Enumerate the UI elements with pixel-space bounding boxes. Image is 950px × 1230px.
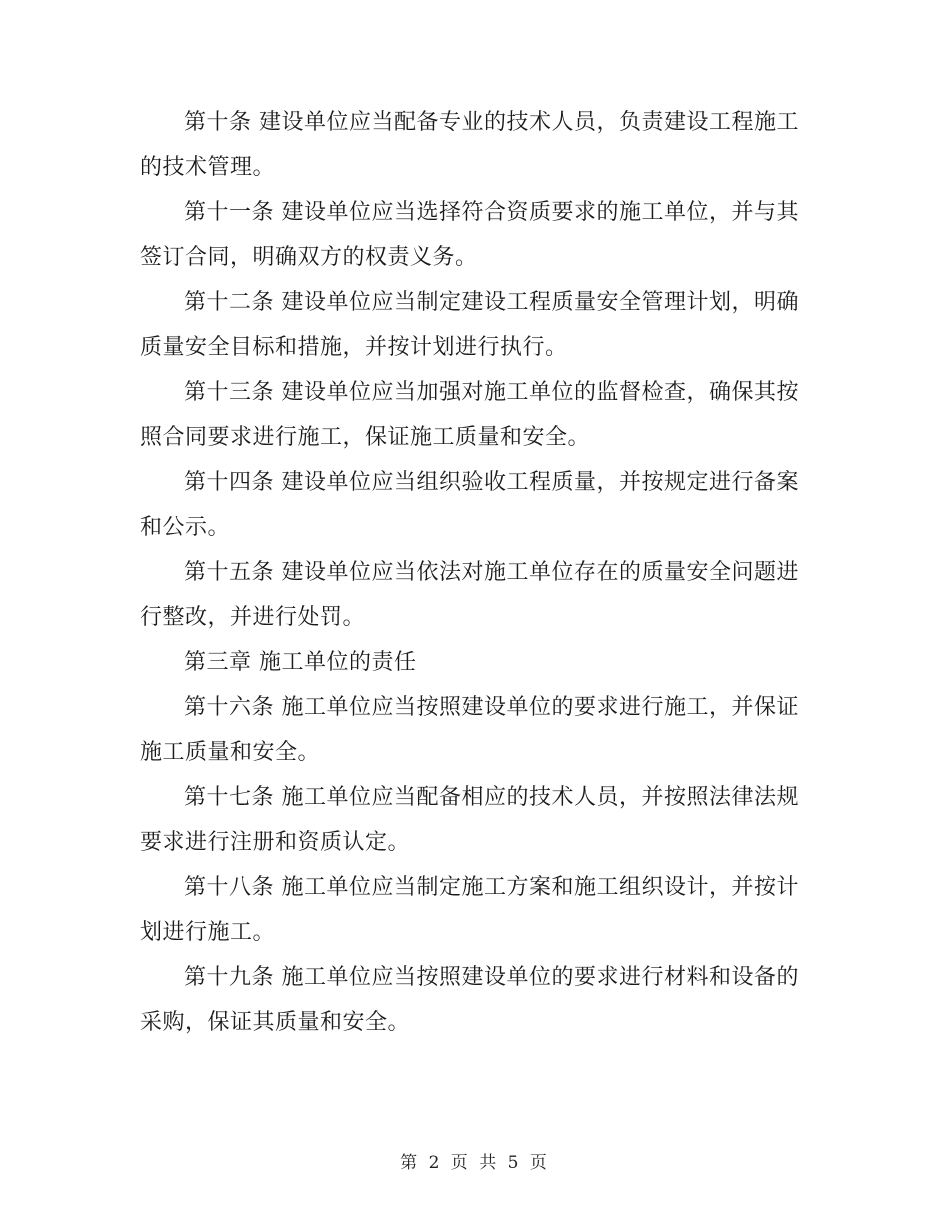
article-14: 第十四条 建设单位应当组织验收工程质量，并按规定进行备案和公示。 xyxy=(140,470,799,540)
article-12: 第十二条 建设单位应当制定建设工程质量安全管理计划，明确质量安全目标和措施，并按计划进行执行。 xyxy=(140,290,799,360)
document-body xyxy=(140,100,810,1045)
article-16: 第十六条 施工单位应当按照建设单位的要求进行施工，并保证施工质量和安全。 xyxy=(140,695,799,765)
article-11: 第十一条 建设单位应当选择符合资质要求的施工单位，并与其签订合同，明确双方的权责义务。 xyxy=(140,200,799,270)
article-10: 第十条 建设单位应当配备专业的技术人员，负责建设工程施工的技术管理。 xyxy=(140,110,799,180)
article-19: 第十九条 施工单位应当按照建设单位的要求进行材料和设备的采购，保证其质量和安全。 xyxy=(140,965,799,1035)
chapter-3-heading: 第三章 施工单位的责任 xyxy=(184,650,417,675)
article-13: 第十三条 建设单位应当加强对施工单位的监督检查，确保其按照合同要求进行施工，保证施工质量和安全。 xyxy=(140,380,799,450)
page-number-footer: 第 2 页 共 5 页 xyxy=(400,1153,550,1173)
article-15: 第十五条 建设单位应当依法对施工单位存在的质量安全问题进行整改，并进行处罚。 xyxy=(140,560,799,630)
article-18: 第十八条 施工单位应当制定施工方案和施工组织设计，并按计划进行施工。 xyxy=(140,875,799,945)
article-17: 第十七条 施工单位应当配备相应的技术人员，并按照法律法规要求进行注册和资质认定。 xyxy=(140,785,799,855)
